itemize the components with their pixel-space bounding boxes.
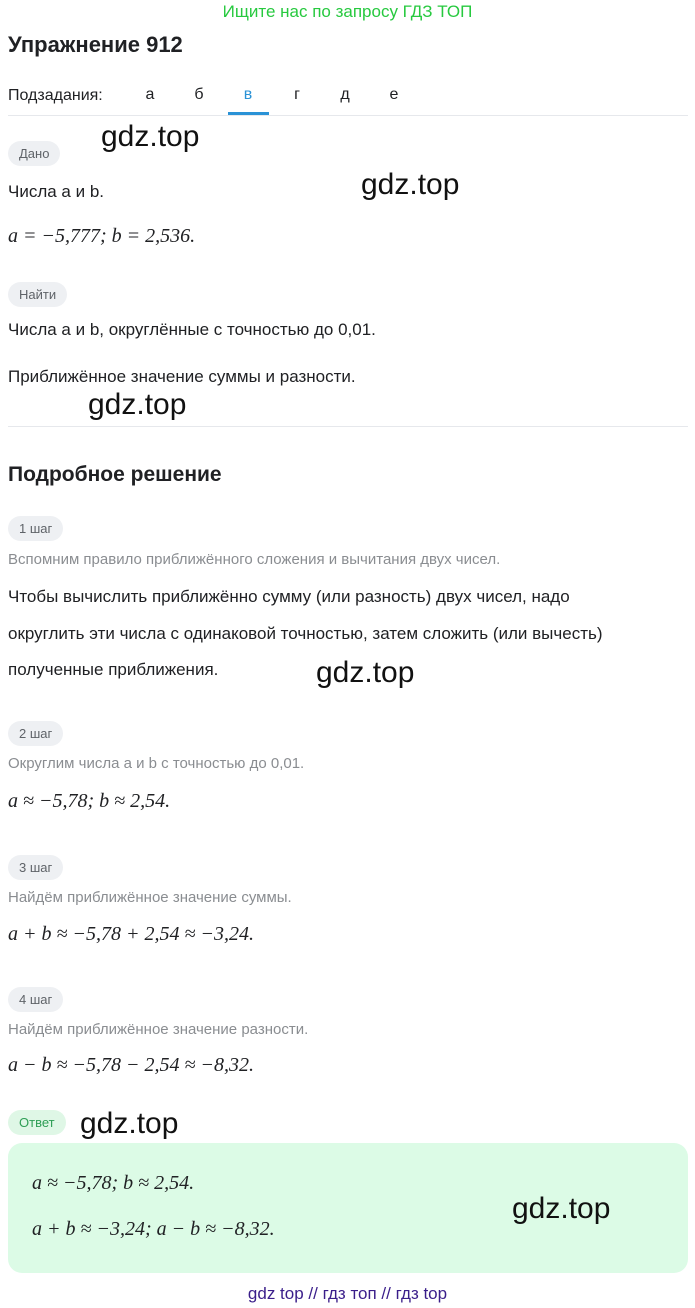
subtasks-label: Подзадания: <box>8 87 103 104</box>
find-line-2: Приближённое значение суммы и разности. <box>8 367 356 386</box>
watermark: gdz.top <box>512 1192 611 1225</box>
promo-banner: Ищите нас по запросу ГДЗ ТОП <box>222 2 473 21</box>
given-pill: Дано <box>8 141 60 166</box>
tab-a[interactable]: а <box>145 86 155 103</box>
tabs-divider <box>8 115 688 116</box>
step-2-hint: Округлим числа a и b с точностью до 0,01. <box>8 755 305 772</box>
find-pill: Найти <box>8 282 67 307</box>
watermark: gdz.top <box>361 168 460 201</box>
tab-v[interactable]: в <box>243 86 253 103</box>
tab-e[interactable]: е <box>389 86 399 103</box>
section-divider <box>8 426 688 427</box>
step-3-pill: 3 шаг <box>8 855 63 880</box>
given-values: a = −5,777; b = 2,536. <box>8 225 196 247</box>
step-3-hint: Найдём приближённое значение суммы. <box>8 889 292 906</box>
tab-d[interactable]: д <box>340 86 350 103</box>
step-4-math: a − b ≈ −5,78 − 2,54 ≈ −8,32. <box>8 1054 254 1076</box>
tab-b[interactable]: б <box>194 86 204 103</box>
step-1-text-line: округлить эти числа с одинаковой точностью, затем сложить (или вычесть) <box>8 624 603 643</box>
answer-pill: Ответ <box>8 1110 66 1135</box>
step-1-text-line: Чтобы вычислить приближённо сумму (или разность) двух чисел, надо <box>8 587 570 606</box>
step-1-text-line: полученные приближения. <box>8 660 219 679</box>
step-3-math: a + b ≈ −5,78 + 2,54 ≈ −3,24. <box>8 923 254 945</box>
step-2-math: a ≈ −5,78; b ≈ 2,54. <box>8 790 171 812</box>
watermark: gdz.top <box>101 120 200 153</box>
tab-g[interactable]: г <box>294 86 300 103</box>
step-2-pill: 2 шаг <box>8 721 63 746</box>
given-line-1: Числа a и b. <box>8 182 104 201</box>
answer-line-2: a + b ≈ −3,24; a − b ≈ −8,32. <box>32 1218 275 1240</box>
watermark: gdz.top <box>88 388 187 421</box>
step-4-hint: Найдём приближённое значение разности. <box>8 1021 309 1038</box>
step-1-hint: Вспомним правило приближённого сложения и вычитания двух чисел. <box>8 551 501 568</box>
find-line-1: Числа a и b, округлённые с точностью до 0,01. <box>8 320 376 339</box>
watermark: gdz.top <box>316 656 415 689</box>
step-1-pill: 1 шаг <box>8 516 63 541</box>
answer-line-1: a ≈ −5,78; b ≈ 2,54. <box>32 1172 195 1194</box>
page-title: Упражнение 912 <box>8 32 183 57</box>
footer-links[interactable]: gdz top // гдз топ // гдз top <box>247 1284 448 1303</box>
watermark: gdz.top <box>80 1107 179 1140</box>
solution-title: Подробное решение <box>8 463 222 486</box>
step-4-pill: 4 шаг <box>8 987 63 1012</box>
